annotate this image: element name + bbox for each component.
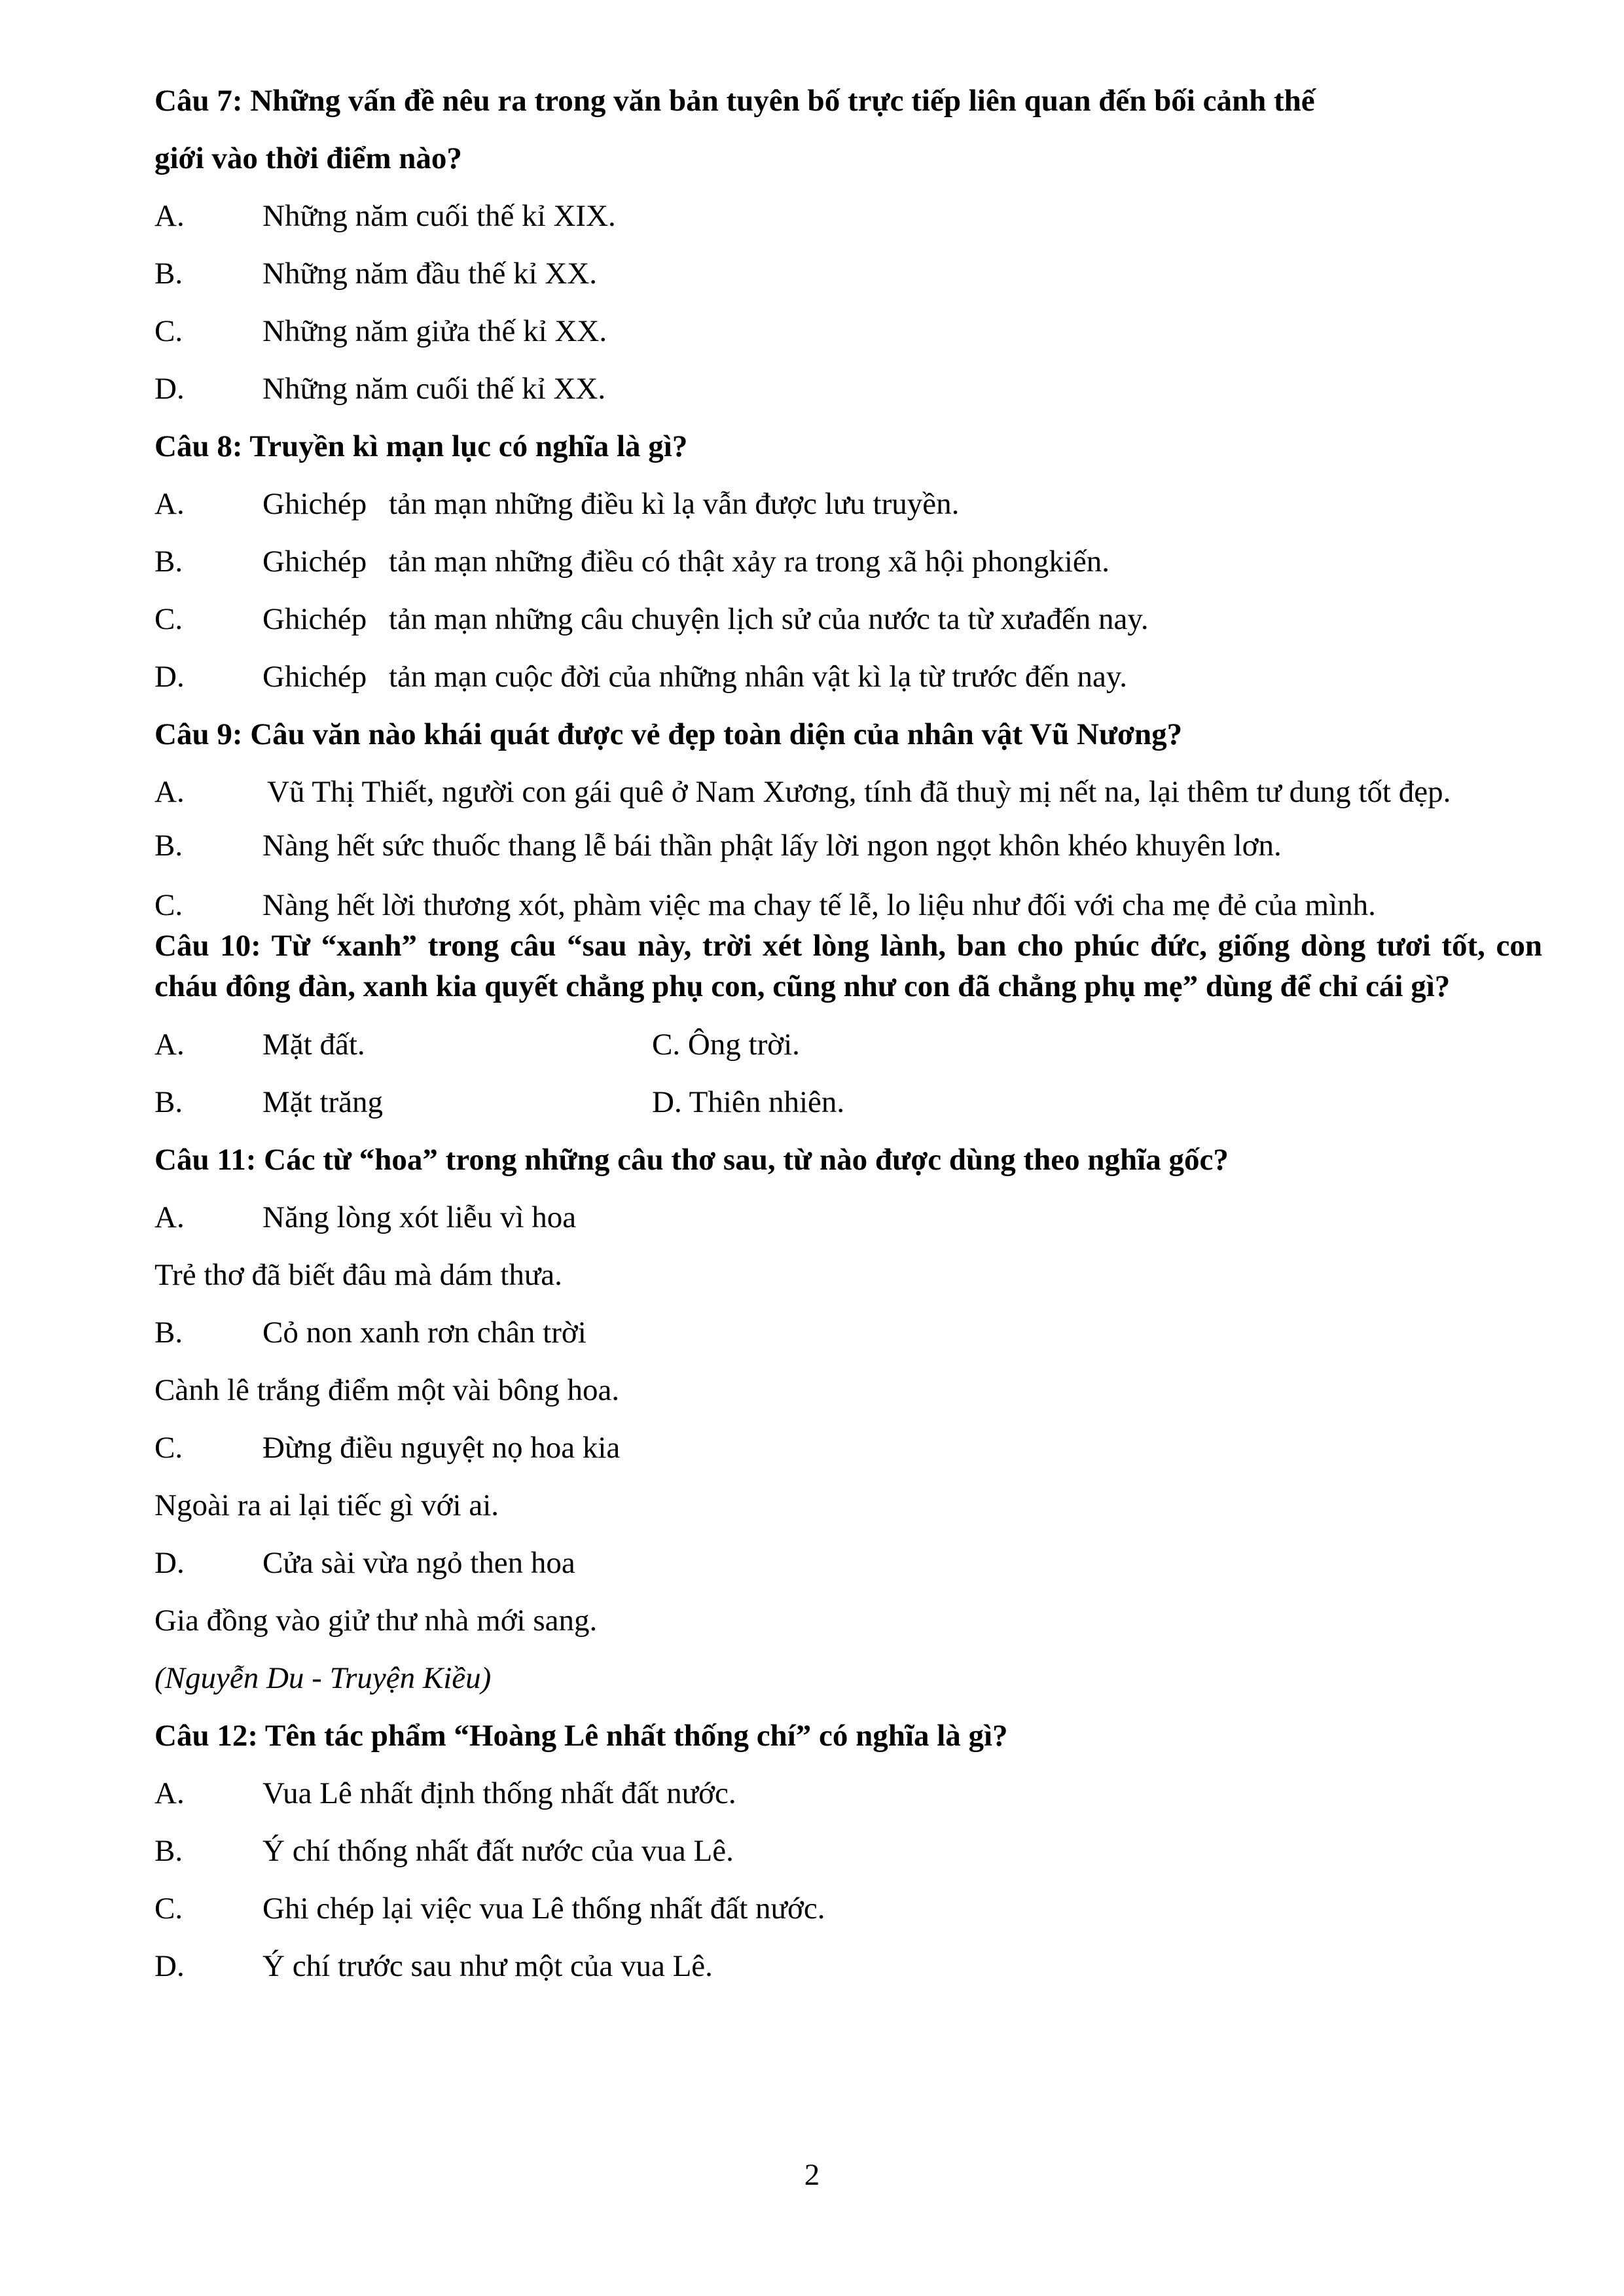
question-8-option-d [154,648,1542,706]
question-9-option-b [154,817,1542,874]
question-11-option-c-line-2: Ngoài ra ai lại tiếc gì với ai. [154,1488,499,1522]
option-letter: C. [154,602,183,636]
exam-page [154,72,1542,1995]
option-text: Nàng hết lời thương xót, phàm việc ma chay tế lễ, lo liệu như đối với cha mẹ đẻ của mình. [262,888,1376,922]
page-number: 2 [804,2158,820,2192]
option-text: Những năm đầu thế kỉ XX. [262,257,598,291]
option-letter: A. [154,775,185,809]
option-letter: A. [154,1200,185,1234]
option-letter: D. [154,1949,185,1983]
question-7-option-a [154,187,1542,245]
question-8-title: Câu 8: Truyền kì mạn lục có nghĩa là gì? [154,429,688,463]
option-text: Mặt trăng [262,1085,384,1119]
option-letter: B. [154,257,183,291]
option-text: tản mạn những điều có thật xảy ra trong xã hội phongkiến. [389,545,1110,579]
question-12-title: Câu 12: Tên tác phẩm “Hoàng Lê nhất thống chí” có nghĩa là gì? [154,1719,1008,1753]
option-prefix: Ghichép [262,660,367,694]
question-7-title-cont: giới vào thời điểm nào? [154,141,462,175]
option-letter: B. [154,545,183,579]
question-7-option-d [154,360,1542,418]
question-12-option-b [154,1822,1542,1880]
question-12-option-a [154,1765,1542,1822]
option-text: Cỏ non xanh rơn chân trời [262,1316,586,1350]
option-letter: A. [154,199,185,233]
option-text: Những năm cuối thế kỉ XX. [262,372,606,406]
option-text: Vũ Thị Thiết, người con gái quê ở Nam Xương, tính đã thuỳ mị nết na, lại thêm tư dung tốt đẹp. [267,775,1451,809]
question-10-option-c: C. Ông trời. [652,1028,800,1062]
question-8-option-b [154,533,1542,590]
option-letter: D. [154,660,185,694]
question-11-option-b-line-2: Cành lê trắng điểm một vài bông hoa. [154,1373,620,1407]
option-text: tản mạn những điều kì lạ vẫn được lưu truyền. [389,487,960,521]
option-letter: D. [154,1546,185,1580]
option-letter: A. [154,1776,185,1810]
question-10-options-row-2 [154,1073,1542,1131]
question-10-title: Câu 10: Từ “xanh” trong câu “sau này, trời xét lòng lành, ban cho phúc đức, giống dòng tươi tốt, con cháu đông đàn, xanh kia quyết chẳng phụ con, cũng như con đã chẳng phụ mẹ” dùng để chỉ cái gì? [154,929,1542,1003]
question-8-option-a [154,475,1542,533]
question-11-option-d-line-2: Gia đồng vào giử thư nhà mới sang. [154,1604,598,1638]
question-9-title: Câu 9: Câu văn nào khái quát được vẻ đẹp toàn diện của nhân vật Vũ Nương? [154,717,1183,751]
question-11-option-b [154,1304,1542,1361]
option-text: Cửa sài vừa ngỏ then hoa [262,1546,575,1580]
option-text: Vua Lê nhất định thống nhất đất nước. [262,1776,736,1810]
question-10-option-b [154,1073,652,1131]
question-7-option-c [154,302,1542,360]
option-text: Mặt đất. [262,1028,365,1062]
question-8-option-c [154,590,1542,648]
question-12-option-c [154,1880,1542,1937]
question-12-option-d [154,1937,1542,1995]
question-7-option-b [154,245,1542,302]
option-letter: B. [154,829,183,863]
option-letter: A. [154,487,185,521]
option-prefix: Ghichép [262,545,367,579]
question-11-option-d [154,1534,1542,1592]
option-text: Ghi chép lại việc vua Lê thống nhất đất nước. [262,1892,825,1926]
question-11-title: Câu 11: Các từ “hoa” trong những câu thơ sau, từ nào được dùng theo nghĩa gốc? [154,1143,1229,1177]
option-letter: C. [154,314,183,348]
option-prefix: Ghichép [262,487,367,521]
option-letter: C. [154,1431,183,1465]
option-text: Ý chí trước sau như một của vua Lê. [262,1949,713,1983]
option-letter: C. [154,888,183,922]
option-text: Nàng hết sức thuốc thang lễ bái thần phật lấy lời ngon ngọt khôn khéo khuyên lơn. [262,829,1282,863]
option-prefix: Ghichép [262,602,367,636]
option-letter: B. [154,1834,183,1868]
question-11-source: (Nguyễn Du - Truyện Kiều) [154,1661,492,1695]
question-9-option-a [154,763,1542,817]
question-10-option-a [154,1016,652,1073]
option-letter: D. [154,372,185,406]
option-text: Những năm cuối thế kỉ XIX. [262,199,616,233]
option-letter: B. [154,1085,183,1119]
option-letter: C. [154,1892,183,1926]
question-11-option-a-line-2: Trẻ thơ đã biết đâu mà dám thưa. [154,1258,562,1292]
option-text: Đừng điều nguyệt nọ hoa kia [262,1431,621,1465]
option-text: Những năm giửa thế kỉ XX. [262,314,607,348]
option-letter: B. [154,1316,183,1350]
option-text: tản mạn những câu chuyện lịch sử của nước ta từ xưađến nay. [389,602,1149,636]
question-7-title: Câu 7: Những vấn đề nêu ra trong văn bản tuyên bố trực tiếp liên quan đến bối cảnh thế [154,84,1315,118]
question-11-option-a [154,1189,1542,1246]
option-text: tản mạn cuộc đời của những nhân vật kì lạ từ trước đến nay. [389,660,1128,694]
question-9-option-c [154,874,1542,925]
option-text: Ý chí thống nhất đất nước của vua Lê. [262,1834,734,1868]
option-letter: A. [154,1028,185,1062]
question-11-option-c [154,1419,1542,1477]
option-text: Năng lòng xót liễu vì hoa [262,1200,577,1234]
question-10-option-d: D. Thiên nhiên. [652,1085,845,1119]
question-10-options-row-1 [154,1016,1542,1073]
